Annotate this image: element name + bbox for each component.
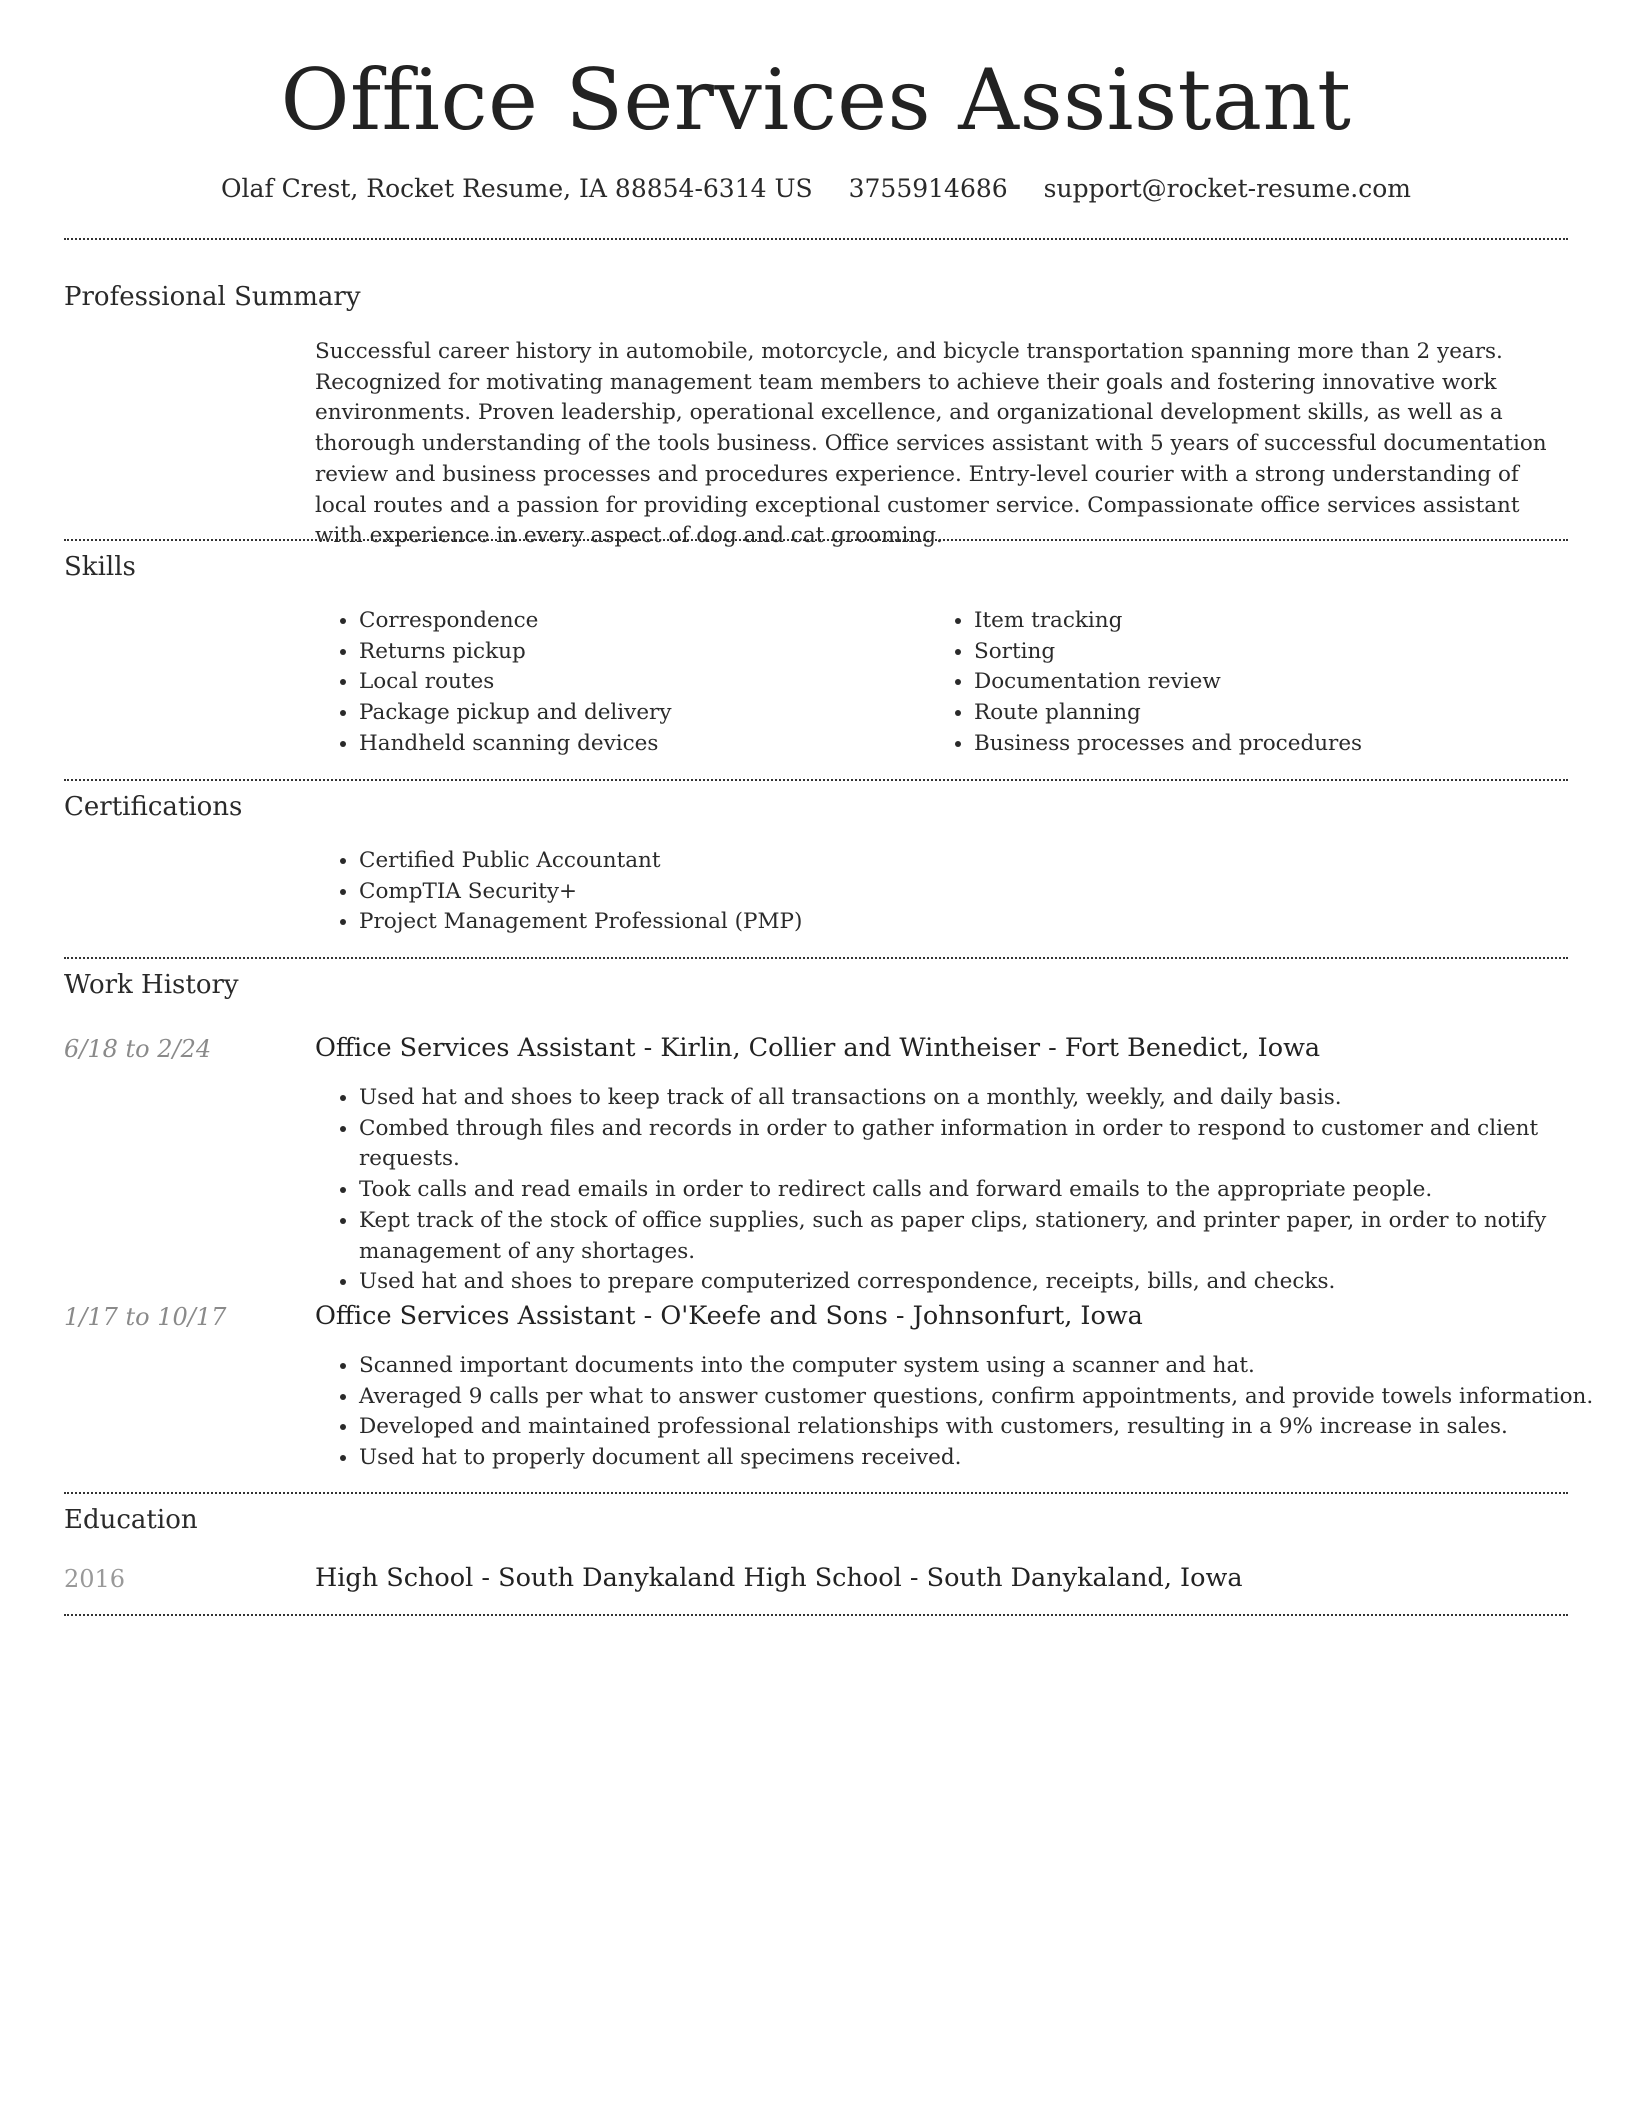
education-heading: Education [64,1505,198,1535]
job-bullet: • Averaged 9 calls per what to answer customer questions, confirm appointments, and provide towels information. [359,1382,1599,1413]
certifications-heading: Certifications [64,792,243,822]
job-dates: 1/17 to 10/17 [64,1303,227,1331]
contact-email: support@rocket-resume.com [1043,174,1411,203]
contact-phone: 3755914686 [848,174,1008,203]
contact-line [0,172,1632,206]
job-title: Office Services Assistant [315,1301,636,1331]
summary-text: Successful career history in automobile, motorcycle, and bicycle transportation spanning more than 2 years. Recognized for motivating management team members to achieve their goals and fostering innovative work environments. Proven leadership, operational excellence, and organizational development skills, as well as a thorough understanding of the tools business. Office services assistant with 5 years of successful documentation review and business processes and procedures experience. Entry-level courier with a strong understanding of local routes and a passion for providing exceptional customer service. Compassionate office services assistant with experience in every aspect of dog and cat grooming. [315,339,1547,549]
skill-item: • Business processes and procedures [974,729,1594,760]
job-dates: 6/18 to 2/24 [64,1035,212,1063]
education-school: South Danykaland High School [498,1563,902,1593]
certification-item: • CompTIA Security+ [359,877,1559,908]
skill-item: • Documentation review [974,667,1594,698]
job-bullets [315,1083,1599,1298]
job-bullet: • Used hat to properly document all specimens received. [359,1443,1599,1474]
education-divider [64,1614,1568,1616]
skills-heading: Skills [64,552,136,582]
job-location: Fort Benedict, Iowa [1064,1033,1321,1063]
job-bullet: • Used hat and shoes to keep track of all transactions on a monthly, weekly, and daily basis. [359,1083,1599,1114]
skill-item: • Item tracking [974,606,1594,637]
contact-address: Olaf Crest, Rocket Resume, IA 88854-6314 US [221,174,813,203]
work-history-heading: Work History [64,970,239,1000]
education-heading-line: High School - South Danykaland High School - South Danykaland, Iowa [315,1563,1243,1593]
skill-item: • Sorting [974,637,1594,668]
skill-item: • Returns pickup [359,637,919,668]
job-bullet: • Scanned important documents into the computer system using a scanner and hat. [359,1351,1599,1382]
skill-item: • Local routes [359,667,919,698]
header-divider [64,238,1568,240]
job-bullet: • Took calls and read emails in order to redirect calls and forward emails to the appropriate people. [359,1175,1599,1206]
job-company: Kirlin, Collier and Wintheiser [660,1033,1041,1063]
work-history-divider [64,1492,1568,1494]
education-year: 2016 [64,1565,126,1593]
skills-list-left [315,606,919,760]
skill-item: • Route planning [974,698,1594,729]
skill-item: • Correspondence [359,606,919,637]
job-title: Office Services Assistant [315,1033,636,1063]
skills-list-right [930,606,1594,760]
certifications-list [315,846,1559,938]
skill-item: • Package pickup and delivery [359,698,919,729]
job-company: O'Keefe and Sons [660,1301,888,1331]
education-degree: High School [315,1563,474,1593]
job-heading: Office Services Assistant - O'Keefe and Sons - Johnsonfurt, Iowa [315,1301,1143,1331]
job-bullets [315,1351,1599,1474]
summary-heading: Professional Summary [64,282,361,312]
job-bullet: • Developed and maintained professional relationships with customers, resulting in a 9% increase in sales. [359,1412,1599,1443]
job-location: Johnsonfurt, Iowa [912,1301,1143,1331]
job-heading: Office Services Assistant - Kirlin, Collier and Wintheiser - Fort Benedict, Iowa [315,1033,1321,1063]
skills-divider [64,779,1568,781]
summary-divider [64,539,1568,541]
education-location: South Danykaland, Iowa [926,1563,1243,1593]
certification-item: • Certified Public Accountant [359,846,1559,877]
certifications-divider [64,957,1568,959]
job-bullet: • Combed through files and records in order to gather information in order to respond to customer and client requests. [359,1114,1599,1175]
certification-item: • Project Management Professional (PMP) [359,907,1559,938]
skill-item: • Handheld scanning devices [359,729,919,760]
job-bullet: • Kept track of the stock of office supplies, such as paper clips, stationery, and printer paper, in order to notify management of any shortages. [359,1206,1599,1267]
candidate-name: Office Services Assistant [280,51,1352,149]
job-bullet: • Used hat and shoes to prepare computerized correspondence, receipts, bills, and checks. [359,1267,1599,1298]
